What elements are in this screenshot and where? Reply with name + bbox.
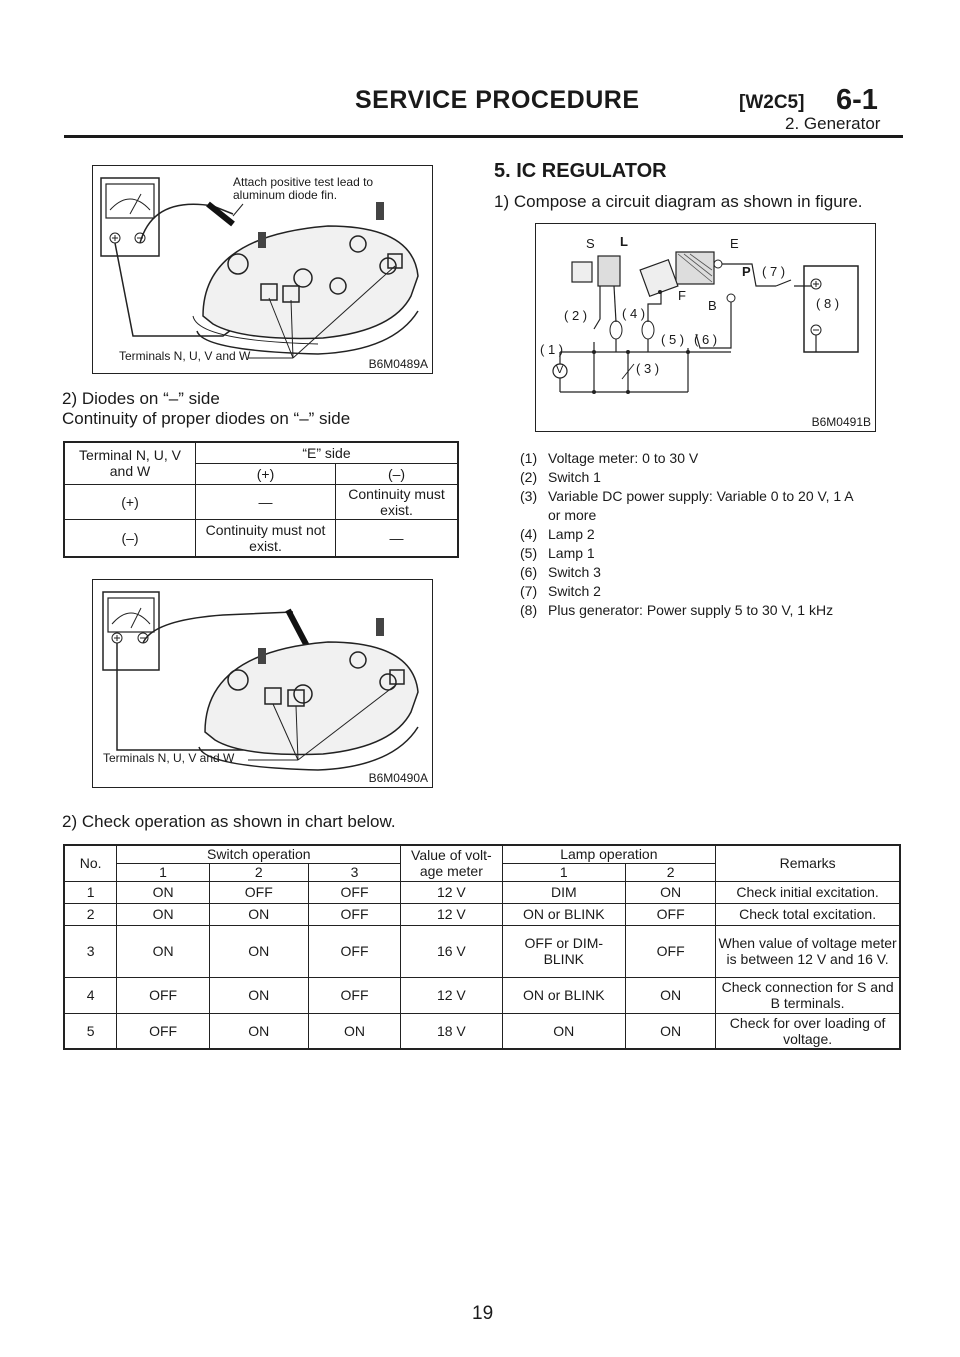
legend-number: (1) xyxy=(520,450,538,466)
table-cell: ON xyxy=(209,1013,308,1049)
terminal-header: Terminal N, U, V and W xyxy=(64,442,196,484)
figure-id: B6M0489A xyxy=(368,357,428,371)
label-v: V xyxy=(556,364,564,376)
table-cell: ON xyxy=(308,1013,400,1049)
figure-diode-test-negative xyxy=(92,579,433,788)
ic-step1: 1) Compose a circuit diagram as shown in figure. xyxy=(494,192,863,211)
section-number: 6-1 xyxy=(836,84,878,116)
table-cell: ON xyxy=(209,977,308,1013)
table-row xyxy=(64,1013,900,1049)
table-row xyxy=(64,977,900,1013)
cell-dash: — xyxy=(336,519,458,557)
table-cell: ON xyxy=(626,1013,716,1049)
legend-number: (5) xyxy=(520,545,538,561)
table-cell: OFF xyxy=(308,977,400,1013)
table-cell: OFF xyxy=(209,881,308,903)
label-2: ( 2 ) xyxy=(564,308,588,323)
table-row xyxy=(64,881,900,903)
label-b: B xyxy=(708,298,717,313)
label-p: P xyxy=(742,264,751,279)
e-plus-header: (+) xyxy=(196,463,336,484)
table-cell: ON xyxy=(209,903,308,925)
legend-number: (8) xyxy=(520,602,538,618)
table-cell: OFF xyxy=(117,1013,209,1049)
table-cell: Check total excitation. xyxy=(716,903,900,925)
legend-item xyxy=(520,545,854,564)
table-cell: DIM xyxy=(502,881,626,903)
callout-text-2: aluminum diode fin. xyxy=(233,188,338,202)
table-cell: ON or BLINK xyxy=(502,903,626,925)
table-cell: 16 V xyxy=(401,925,502,977)
legend-item xyxy=(520,564,854,583)
table-cell: 3 xyxy=(64,925,117,977)
legend-item xyxy=(520,526,854,545)
figure-ic-regulator-circuit xyxy=(535,223,876,432)
table-cell: ON xyxy=(626,881,716,903)
col-switch-1: 1 xyxy=(117,863,209,881)
legend-text: Switch 3 xyxy=(548,564,601,580)
label-6: ( 6 ) xyxy=(694,332,718,347)
table-cell: 18 V xyxy=(401,1013,502,1049)
legend-text: or more xyxy=(548,507,597,523)
table-cell: Check connection for S and B terminals. xyxy=(716,977,900,1013)
legend-item xyxy=(520,450,854,469)
col-remarks-header: Remarks xyxy=(716,845,900,881)
terminals-label: Terminals N, U, V and W xyxy=(103,751,235,765)
callout-text-1: Attach positive test lead to xyxy=(233,175,374,189)
legend-text: Lamp 1 xyxy=(548,545,595,561)
table-cell: OFF xyxy=(308,925,400,977)
cell-must-not-exist: Continuity must not exist. xyxy=(196,519,336,557)
table-cell: When value of voltage meter is between 12 V and 16 V. xyxy=(716,925,900,977)
table-cell: OFF xyxy=(308,881,400,903)
section-subtitle: 2. Generator xyxy=(785,114,881,133)
legend-text: Voltage meter: 0 to 30 V xyxy=(548,450,699,466)
table-cell: ON xyxy=(117,925,209,977)
legend-text: Plus generator: Power supply 5 to 30 V, 1 kHz xyxy=(548,602,834,618)
label-8: ( 8 ) xyxy=(816,296,840,311)
table-cell: 12 V xyxy=(401,977,502,1013)
label-l: L xyxy=(620,234,628,249)
table-cell: OFF xyxy=(117,977,209,1013)
row-plus-label: (+) xyxy=(64,484,196,519)
diode-continuity-table xyxy=(63,441,459,558)
table-cell: OFF xyxy=(308,903,400,925)
check-operation-heading: 2) Check operation as shown in chart below. xyxy=(62,812,396,831)
header-rule xyxy=(64,135,903,138)
legend-number: (4) xyxy=(520,526,538,542)
table-cell: ON xyxy=(626,977,716,1013)
page-number: 19 xyxy=(472,1303,494,1324)
diodes-subheading: Continuity of proper diodes on “–” side xyxy=(62,409,351,428)
table-cell: ON or BLINK xyxy=(502,977,626,1013)
label-3: ( 3 ) xyxy=(636,361,660,376)
table-cell: Check initial excitation. xyxy=(716,881,900,903)
table-cell: 12 V xyxy=(401,903,502,925)
label-4: ( 4 ) xyxy=(622,306,646,321)
cell-must-exist: Continuity must exist. xyxy=(336,484,458,519)
operation-table xyxy=(63,844,901,1050)
legend-item xyxy=(520,469,854,488)
table-cell: OFF xyxy=(626,925,716,977)
legend-item xyxy=(520,583,854,602)
table-cell: ON xyxy=(209,925,308,977)
circuit-legend xyxy=(520,450,854,621)
legend-number xyxy=(520,507,548,526)
legend-text: Switch 1 xyxy=(548,469,601,485)
col-no-header: No. xyxy=(64,845,117,881)
table-cell: OFF or DIM-BLINK xyxy=(502,925,626,977)
legend-text: Variable DC power supply: Variable 0 to 20 V, 1 A xyxy=(548,488,854,504)
table-cell: ON xyxy=(117,881,209,903)
section-code: [W2C5] xyxy=(739,92,805,113)
figure-id: B6M0490A xyxy=(368,771,428,785)
row-minus-label: (–) xyxy=(64,519,196,557)
label-5: ( 5 ) xyxy=(661,332,685,347)
legend-text: Lamp 2 xyxy=(548,526,595,542)
col-switch-3: 3 xyxy=(308,863,400,881)
table-cell: 5 xyxy=(64,1013,117,1049)
table-cell: Check for over loading of voltage. xyxy=(716,1013,900,1049)
label-7: ( 7 ) xyxy=(762,264,786,279)
table-cell: ON xyxy=(117,903,209,925)
table-row xyxy=(64,903,900,925)
legend-item xyxy=(520,507,854,526)
figure-diode-test-positive xyxy=(92,165,433,374)
col-lamp-2: 2 xyxy=(626,863,716,881)
legend-text: Switch 2 xyxy=(548,583,601,599)
table-cell: 4 xyxy=(64,977,117,1013)
legend-item xyxy=(520,488,854,507)
legend-number: (6) xyxy=(520,564,538,580)
legend-number: (7) xyxy=(520,583,538,599)
diodes-heading: 2) Diodes on “–” side xyxy=(62,389,220,408)
e-side-header: “E” side xyxy=(196,442,459,463)
table-cell: 2 xyxy=(64,903,117,925)
col-switch-2: 2 xyxy=(209,863,308,881)
label-s: S xyxy=(586,236,595,251)
figure-id: B6M0491B xyxy=(811,415,871,429)
page-header-title: SERVICE PROCEDURE xyxy=(355,86,640,114)
table-cell: OFF xyxy=(626,903,716,925)
ic-regulator-heading: 5. IC REGULATOR xyxy=(494,160,667,182)
legend-number: (2) xyxy=(520,469,538,485)
col-switch-header: Switch operation xyxy=(117,845,401,863)
e-minus-header: (–) xyxy=(336,463,458,484)
cell-dash: — xyxy=(196,484,336,519)
table-cell: 12 V xyxy=(401,881,502,903)
label-1: ( 1 ) xyxy=(540,342,564,357)
legend-item xyxy=(520,602,854,621)
legend-number: (3) xyxy=(520,488,538,504)
table-cell: 1 xyxy=(64,881,117,903)
circuit-diagram xyxy=(536,224,875,431)
col-lamp-header: Lamp operation xyxy=(502,845,716,863)
col-lamp-1: 1 xyxy=(502,863,626,881)
table-cell: ON xyxy=(502,1013,626,1049)
terminals-label: Terminals N, U, V and W xyxy=(119,349,251,363)
table-row xyxy=(64,925,900,977)
label-e: E xyxy=(730,236,739,251)
label-f: F xyxy=(678,288,686,303)
col-voltage-header: Value of volt-age meter xyxy=(401,845,502,881)
